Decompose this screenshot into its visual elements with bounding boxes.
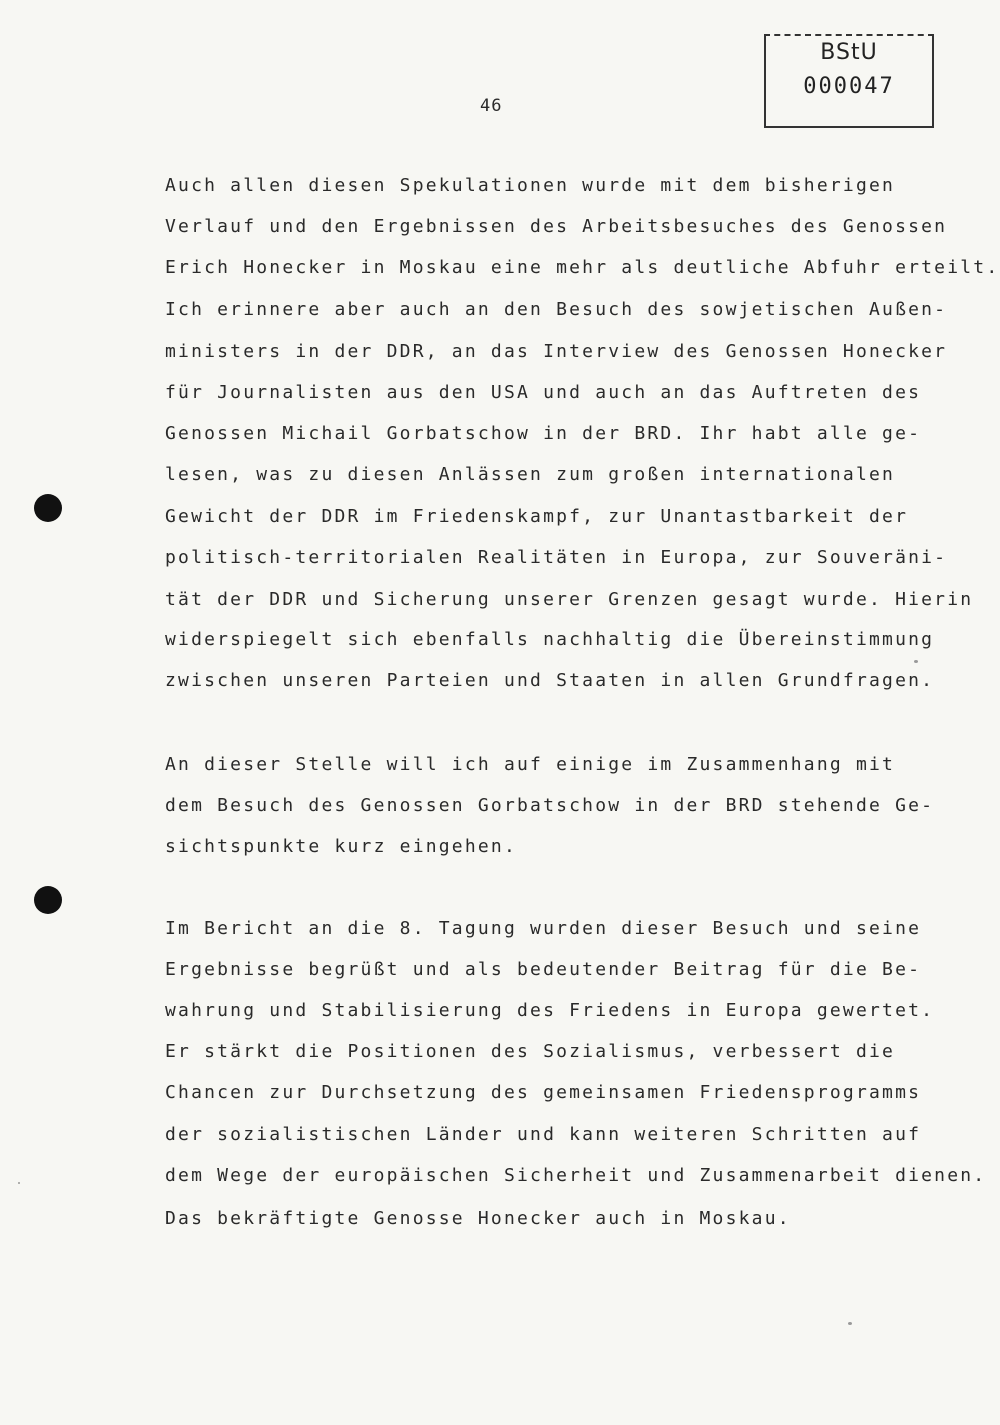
text-line: Ergebnisse begrüßt und als bedeutender Beitrag für die Be- bbox=[165, 959, 922, 980]
text-line: Auch allen diesen Spekulationen wurde mit dem bisherigen bbox=[165, 175, 896, 196]
text-line: dem Besuch des Genossen Gorbatschow in der BRD stehende Ge- bbox=[165, 795, 935, 816]
text-line: Gewicht der DDR im Friedenskampf, zur Unantastbarkeit der bbox=[165, 506, 909, 527]
stamp-number: 000047 bbox=[803, 74, 895, 99]
page-number: 46 bbox=[480, 96, 503, 116]
text-line: lesen, was zu diesen Anlässen zum großen internationalen bbox=[165, 464, 896, 485]
text-line: Ich erinnere aber auch an den Besuch des sowjetischen Außen- bbox=[165, 299, 948, 320]
text-line: wahrung und Stabilisierung des Friedens in Europa gewertet. bbox=[165, 1000, 935, 1021]
text-line: zwischen unseren Parteien und Staaten in allen Grundfragen. bbox=[165, 670, 935, 691]
archive-stamp bbox=[764, 34, 934, 128]
text-line: tät der DDR und Sicherung unserer Grenzen gesagt wurde. Hierin bbox=[165, 589, 974, 610]
paper-speck bbox=[848, 1322, 852, 1325]
punch-hole bbox=[34, 494, 62, 522]
text-line: Verlauf und den Ergebnissen des Arbeitsbesuches des Genossen bbox=[165, 216, 948, 237]
text-line: sichtspunkte kurz eingehen. bbox=[165, 836, 517, 857]
text-line: Genossen Michail Gorbatschow in der BRD. Ihr habt alle ge- bbox=[165, 423, 922, 444]
paper-speck bbox=[18, 1182, 20, 1184]
text-line: An dieser Stelle will ich auf einige im Zusammenhang mit bbox=[165, 754, 896, 775]
punch-hole bbox=[34, 886, 62, 914]
paper-speck bbox=[914, 660, 918, 663]
text-line: Das bekräftigte Genosse Honecker auch in Moskau. bbox=[165, 1208, 791, 1229]
text-line: für Journalisten aus den USA und auch an das Auftreten des bbox=[165, 382, 922, 403]
text-line: Er stärkt die Positionen des Sozialismus, verbessert die bbox=[165, 1041, 896, 1062]
text-line: Im Bericht an die 8. Tagung wurden dieser Besuch und seine bbox=[165, 918, 922, 939]
text-line: Chancen zur Durchsetzung des gemeinsamen Friedensprogramms bbox=[165, 1082, 922, 1103]
text-line: Erich Honecker in Moskau eine mehr als deutliche Abfuhr erteilt. bbox=[165, 257, 1000, 278]
text-line: der sozialistischen Länder und kann weiteren Schritten auf bbox=[165, 1124, 922, 1145]
text-line: widerspiegelt sich ebenfalls nachhaltig die Übereinstimmung bbox=[165, 629, 935, 650]
stamp-agency: BStU bbox=[820, 40, 878, 65]
text-line: politisch-territorialen Realitäten in Europa, zur Souveräni- bbox=[165, 547, 948, 568]
text-line: dem Wege der europäischen Sicherheit und Zusammenarbeit dienen. bbox=[165, 1165, 987, 1186]
text-line: ministers in der DDR, an das Interview des Genossen Honecker bbox=[165, 341, 948, 362]
